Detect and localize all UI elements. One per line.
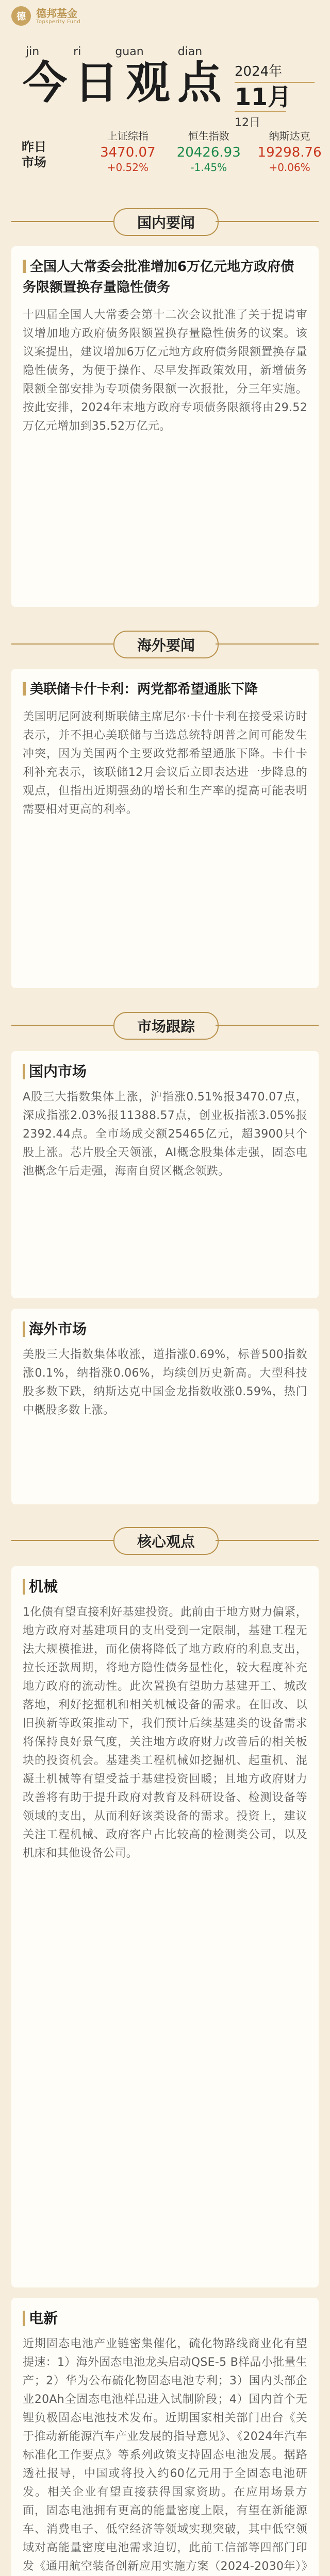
divider <box>11 221 114 222</box>
overseas-news-title-text: 美联储卡什卡利：两党都希望通胀下降 <box>30 682 258 697</box>
accent-bar <box>23 1579 25 1595</box>
divider <box>216 1540 319 1541</box>
electric-title <box>23 2307 307 2328</box>
overseas-market-title-text: 海外市场 <box>29 1320 87 1337</box>
overseas-news-card <box>11 669 319 988</box>
brand-header <box>11 6 80 26</box>
index-value: 19298.76 <box>257 145 322 160</box>
electric-title-text: 电新 <box>29 2310 58 2327</box>
section-banner-market <box>0 1005 330 1046</box>
divider <box>216 221 319 222</box>
overseas-news-title <box>23 679 307 700</box>
electric-body: 近期固态电池产业链密集催化，硫化物路线商业化有望提速：1）海外固态电池龙头启动QSE-5 B样品小批量生产；2）华为公布硫化物固态电池专利；3）国内头部企业20Ah全固态电池样品进入试制阶段；4）国内首个无锂负极固态电池技术发布。近期国家相关部门出台《关于推动新能源汽车产业发展的指导意见》、《2024年汽车标准化工作要点》等系列政策支持固态电池发展。据路透社报导，中国或将投入约60亿元用于全固态电池研发。相关企业有望直接获得国家资助。在应用场景方面，固态电池拥有更高的能量密度上限，有望在新能源车、消费电子、低空经济等领域实现突破，其中低空领域对高能量密度电池需求迫切，此前工信部等四部门印发《通用航空装备创新应用实施方案（2024-2030年）》 <box>23 2337 307 2573</box>
section-title: 市场跟踪 <box>113 1012 219 1040</box>
index-value: 20426.93 <box>176 145 241 160</box>
title-block <box>23 45 229 109</box>
divider <box>216 1025 319 1026</box>
section-title: 国内要闻 <box>113 208 219 236</box>
electric-card <box>11 2298 319 2576</box>
date-day: 12日 <box>235 111 286 130</box>
domestic-market-card <box>11 1051 319 1298</box>
section-banner-domestic <box>0 201 330 242</box>
pinyin-3: guan <box>115 45 144 58</box>
divider <box>11 643 114 645</box>
date-month: 11月 <box>235 83 292 111</box>
domestic-market-title-text: 国内市场 <box>29 1063 87 1080</box>
domestic-market-title <box>23 1060 307 1081</box>
machinery-title <box>23 1575 307 1596</box>
machinery-card <box>11 1566 319 2287</box>
accent-bar <box>23 2311 25 2326</box>
domestic-news-title-text: 全国人大常委会批准增加6万亿元地方政府债务限额置换存量隐性债务 <box>23 259 294 295</box>
overseas-market-title <box>23 1318 307 1338</box>
pinyin-1: jin <box>26 45 40 58</box>
index-change: -1.45% <box>190 161 227 174</box>
index-shanghai <box>87 124 168 180</box>
domestic-news-title <box>23 257 307 298</box>
divider <box>11 1025 114 1026</box>
date-year: 2024年 <box>235 61 315 83</box>
section-title: 核心观点 <box>113 1527 219 1555</box>
section-banner-core <box>0 1520 330 1561</box>
section-banner-overseas <box>0 623 330 665</box>
machinery-title-text: 机械 <box>29 1578 58 1595</box>
accent-bar <box>23 260 26 273</box>
page-title: 今日观点 <box>23 57 229 109</box>
market-label-line1: 昨日 <box>22 140 46 154</box>
index-name: 纳斯达克 <box>269 130 310 142</box>
section-title: 海外要闻 <box>113 631 219 658</box>
brand-logo-icon: 德 <box>11 6 31 26</box>
brand-text <box>36 8 80 25</box>
index-change: +0.06% <box>269 161 310 174</box>
market-label-line2: 市场 <box>22 155 46 170</box>
domestic-news-card <box>11 246 319 607</box>
pinyin-2: ri <box>73 45 81 58</box>
overseas-market-card <box>11 1309 319 1504</box>
market-strip <box>0 124 330 180</box>
pinyin-4: dian <box>177 45 203 58</box>
accent-bar <box>23 1064 25 1079</box>
domestic-news-body: 十四届全国人大常委会第十二次会议批准了关于提请审议增加地方政府债务限额置换存量隐性债务的议案。该议案提出，建议增加6万亿元地方政府债务限额置换存量隐性债务，为便于操作、尽早发挥政策效用，新增债务限额全部安排为专项债务限额一次报批，分三年实施。按此安排，2024年末地方政府专项债务限额将由29.52万亿元增加到35.52万亿元。 <box>23 309 307 433</box>
divider <box>216 643 319 645</box>
index-change: +0.52% <box>107 161 149 174</box>
index-value: 3470.07 <box>100 145 156 160</box>
index-name: 上证综指 <box>107 130 148 142</box>
overseas-news-body: 美国明尼阿波利斯联储主席尼尔·卡什卡利在接受采访时表示，并不担心美联储与当选总统特朗普之间可能发生冲突，因为美国两个主要政党都希望通胀下降。卡什卡利补充表示，该联储12月会议后立即表达进一步降息的观点，但指出近期强劲的增长和生产率的提高可能表明需要相对更高的利率。 <box>23 710 307 816</box>
brand-name-en: Topsperity Fund <box>36 19 81 25</box>
date-box <box>235 61 315 130</box>
accent-bar <box>23 682 26 696</box>
divider <box>11 1540 114 1541</box>
index-hangseng <box>168 124 249 180</box>
machinery-body: 1化债有望直接利好基建投资。此前由于地方财力偏紧，地方政府对基建项目的支出受到一定限制，基建工程无法大规模推进，而化债将降低了地方政府的利息支出，拉长还款周期，将地方隐性债务显性化，较大程度补充地方政府的流动性。此次置换有望助力基建开工、城改落地，利好挖掘机和相关机械设备的需求。在旧改、以旧换新等政策推动下，我们预计后续基建类的设备需求将保持良好景气度，关注地方政府财力改善后的相关板块的投资机会。基建类工程机械如挖掘机、起重机、混凝土机械等有望受益于基建投资回暖；且地方政府财力改善将有助于提升政府对教育及科研设备、检测设备等领域的支出，从而利好该类设备的需求。投资上，建议关注工程机械、政府客户占比较高的检测类公司，以及机床和其他设备公司。 <box>23 1606 307 1860</box>
brand-name: 德邦基金 <box>36 7 77 20</box>
index-name: 恒生指数 <box>188 130 229 142</box>
domestic-market-body: A股三大指数集体上涨，沪指涨0.51%报3470.07点，深成指涨2.03%报11388.57点，创业板指涨3.05%报2392.44点。全市场成交额25465亿元，超3900只个股上涨。芯片股全天领涨，AI概念股集体走强，固态电池概念午后走强，海南自贸区概念领跌。 <box>23 1091 307 1178</box>
accent-bar <box>23 1321 25 1337</box>
index-nasdaq <box>249 124 330 180</box>
overseas-market-body: 美股三大指数集体收涨，道指涨0.69%，标普500指数涨0.1%，纳指涨0.06%，均续创历史新高。大型科技股多数下跌，纳斯达克中国金龙指数收涨0.59%，热门中概股多数上涨。 <box>23 1348 307 1417</box>
market-label <box>0 124 87 180</box>
